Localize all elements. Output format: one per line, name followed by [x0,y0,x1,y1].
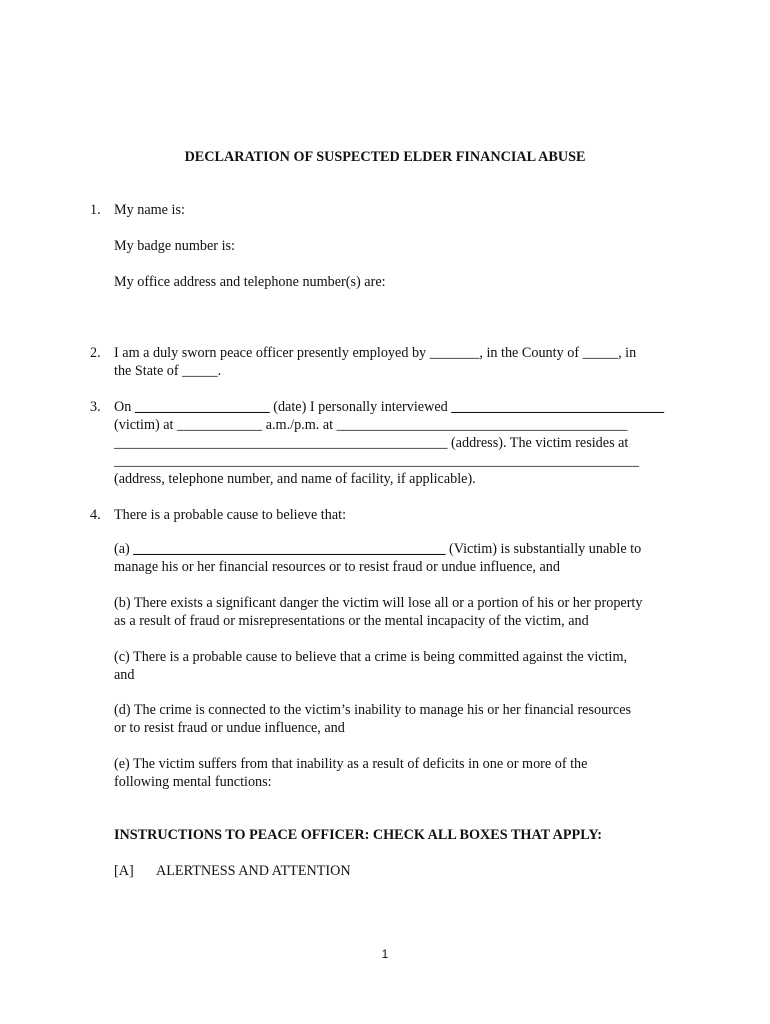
instructions-heading: INSTRUCTIONS TO PEACE OFFICER: CHECK ALL BOXES THAT APPLY: [114,827,603,843]
item-4c-line-2: and [114,667,135,683]
item-3-line-4: __________________________________________________________________________ [114,453,639,469]
item-4a-prefix: (a) [114,541,130,557]
item-3-line-1 [114,398,664,416]
item-4e-line-2: following mental functions: [114,774,272,790]
item-4a-line-2: manage his or her financial resources or to resist fraud or undue influence, and [114,559,560,575]
victim-blank: ____________________________________________ [133,541,446,557]
page-title: DECLARATION OF SUSPECTED ELDER FINANCIAL ABUSE [184,149,586,165]
item-4e-line-1: (e) The victim suffers from that inability as a result of deficits in one or more of the [114,756,588,772]
item-3-line-2: (victim) at ____________ a.m./p.m. at _________________________________________ [114,417,628,433]
item-3-line-5: (address, telephone number, and name of facility, if applicable). [114,471,476,487]
victim-name-blank: ______________________________ [451,399,665,415]
item-1-number: 1. [90,202,101,218]
item-4d-line-1: (d) The crime is connected to the victim’s inability to manage his or her financial resources [114,702,632,718]
item-4a-rest: (Victim) is substantially unable to [448,541,642,557]
item-4a-line-1 [114,540,641,558]
item-4d-line-2: or to resist fraud or undue influence, and [114,720,345,736]
item-3-number: 3. [90,399,101,415]
name-field-label: My name is: [114,202,185,218]
office-address-label: My office address and telephone number(s) are: [114,274,386,290]
item-2-line-2: the State of _____. [114,363,222,379]
item-4-number: 4. [90,507,101,523]
checkbox-a-label: ALERTNESS AND ATTENTION [156,863,351,879]
on-label: On [114,399,132,415]
item-2-number: 2. [90,345,101,361]
item-4c-line-1: (c) There is a probable cause to believe that a crime is being committed against the victim, [114,649,628,665]
date-blank: ___________________ [134,399,270,415]
item-4b-line-1: (b) There exists a significant danger the victim will lose all or a portion of his or her property [114,595,643,611]
item-4b-line-2: as a result of fraud or misrepresentations or the mental incapacity of the victim, and [114,613,589,629]
checkbox-a-box[interactable]: [A] [114,863,134,879]
date-interview-label: (date) I personally interviewed [273,399,448,415]
badge-number-label: My badge number is: [114,238,235,254]
item-4-intro: There is a probable cause to believe that: [114,507,347,523]
page-number: 1 [381,947,389,961]
item-2-line-1: I am a duly sworn peace officer presently employed by _______, in the County of _____, in [114,345,637,361]
item-3-line-3: _______________________________________________ (address). The victim resides at [114,435,629,451]
